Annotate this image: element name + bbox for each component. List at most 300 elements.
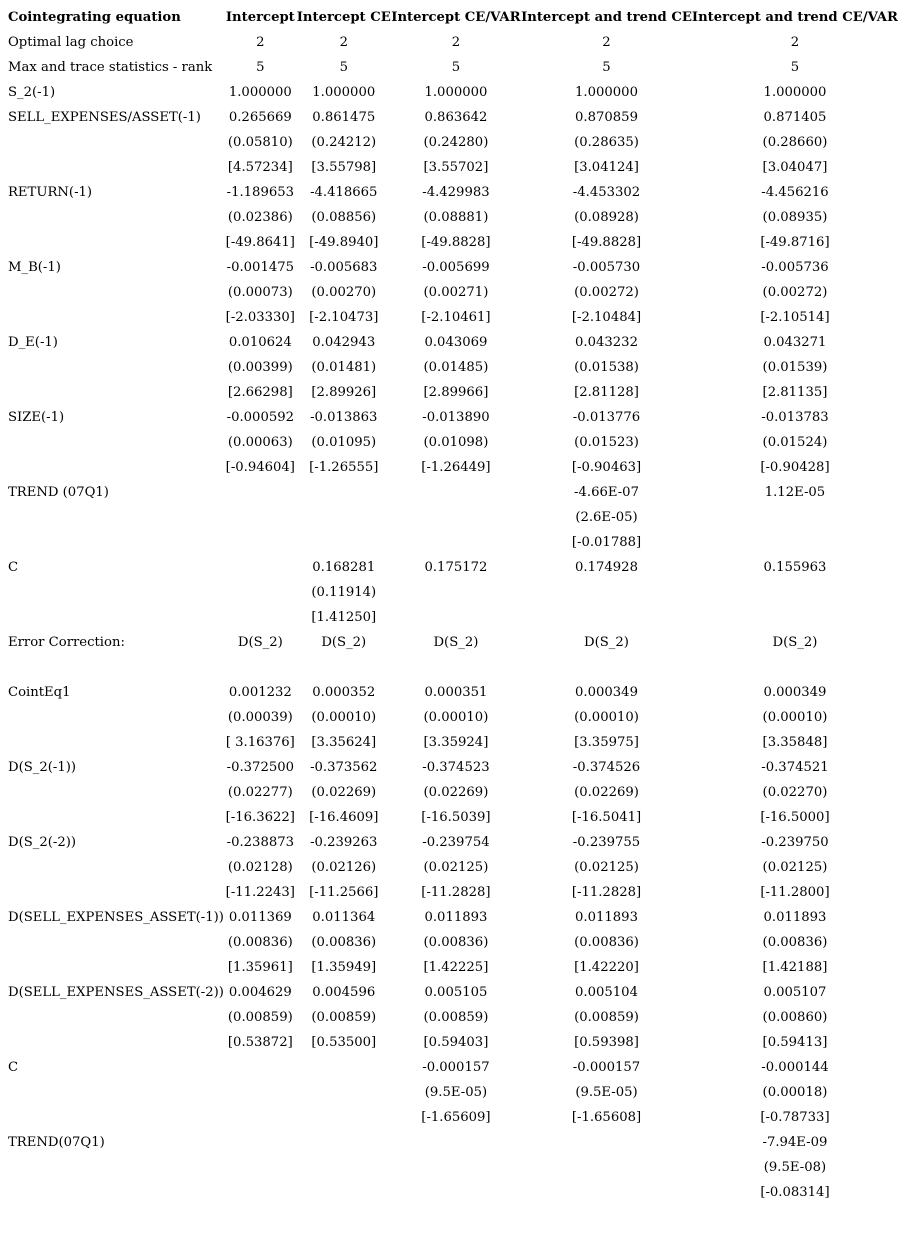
- intercept-ce-var-cell: -0.013890: [422, 410, 490, 425]
- table-row: [3, 955, 898, 980]
- intercept-ce-cell: [1.35949]: [311, 960, 377, 975]
- intercept-ce-cell: (0.02126): [311, 860, 377, 875]
- row-label: M_B(-1): [8, 260, 61, 275]
- intercept-trend-ce-cell: (0.02125): [574, 860, 639, 875]
- intercept-ce-cell: (0.08856): [311, 210, 377, 225]
- table-row: [3, 1130, 898, 1155]
- intercept-ce-var-cell: [391, 1130, 521, 1155]
- intercept-cell: [224, 605, 297, 630]
- intercept-trend-ce-cell: [3.04124]: [574, 160, 639, 175]
- table-row: [3, 1180, 898, 1205]
- intercept-trend-ce-cell: [3.35975]: [574, 735, 639, 750]
- intercept-ce-cell: (0.11914): [311, 585, 377, 600]
- table-row: [3, 855, 898, 880]
- intercept-trend-ce-var-cell: [-0.08314]: [760, 1185, 830, 1200]
- intercept-trend-ce-cell: [521, 580, 692, 605]
- intercept-ce-var-cell: (0.00271): [423, 285, 489, 300]
- intercept-trend-ce-var-cell: 0.011893: [763, 910, 827, 925]
- intercept-trend-ce-var-cell: (0.00860): [762, 1010, 828, 1025]
- row-label: RETURN(-1): [8, 185, 93, 200]
- intercept-cell: -0.001475: [226, 260, 295, 275]
- intercept-trend-ce-var-cell: (0.00010): [762, 710, 828, 725]
- row-label: D(SELL_EXPENSES_ASSET(-2)): [8, 985, 224, 1000]
- table-row: [3, 1155, 898, 1180]
- intercept-ce-var-cell: -0.000157: [422, 1060, 490, 1075]
- intercept-ce-cell: (0.00270): [311, 285, 377, 300]
- intercept-trend-ce-var-cell: -0.005736: [761, 260, 829, 275]
- table-row: [3, 880, 898, 905]
- intercept-ce-var-cell: 0.863642: [424, 110, 488, 125]
- intercept-trend-ce-var-cell: -0.239750: [761, 835, 829, 850]
- intercept-trend-ce-var-cell: (0.08935): [762, 210, 828, 225]
- intercept-ce-cell: [3.35624]: [311, 735, 377, 750]
- intercept-ce-var-cell: [-11.2828]: [421, 885, 491, 900]
- intercept-trend-ce-cell: [521, 605, 692, 630]
- intercept-ce-var-cell: (0.00836): [423, 935, 489, 950]
- intercept-trend-ce-var-cell: [3.35848]: [762, 735, 828, 750]
- intercept-trend-ce-var-cell: 0.871405: [763, 110, 827, 125]
- intercept-ce-var-cell: [391, 505, 521, 530]
- table-row: [3, 605, 898, 630]
- header-intercept-ce-var: Intercept CE/VAR: [391, 10, 521, 25]
- intercept-ce-var-cell: 1.000000: [424, 85, 488, 100]
- intercept-cell: 0.004629: [228, 985, 292, 1000]
- intercept-ce-cell: [3.55798]: [311, 160, 377, 175]
- intercept-trend-ce-cell: [-0.01788]: [571, 535, 642, 550]
- intercept-cell: 1.000000: [228, 85, 292, 100]
- intercept-trend-ce-var-cell: (0.02270): [762, 785, 828, 800]
- intercept-trend-ce-cell: -0.374526: [572, 760, 641, 775]
- intercept-ce-var-cell: [3.55702]: [423, 160, 489, 175]
- intercept-cell: [224, 1055, 297, 1080]
- intercept-cell: 0.011369: [228, 910, 292, 925]
- intercept-cell: [224, 655, 297, 680]
- intercept-trend-ce-var-cell: [692, 580, 898, 605]
- intercept-ce-var-cell: D(S_2): [433, 635, 479, 650]
- intercept-trend-ce-cell: [2.81128]: [574, 385, 639, 400]
- intercept-ce-cell: [1.41250]: [311, 610, 377, 625]
- row-label: [3, 1005, 224, 1030]
- intercept-trend-ce-cell: -0.000157: [572, 1060, 641, 1075]
- table-row: [3, 380, 898, 405]
- row-label: TREND(07Q1): [8, 1135, 105, 1150]
- intercept-ce-var-cell: 5: [451, 60, 461, 75]
- intercept-trend-ce-var-cell: -7.94E-09: [762, 1135, 828, 1150]
- table-row: [3, 180, 898, 205]
- intercept-ce-var-cell: [-1.65609]: [421, 1110, 491, 1125]
- row-label: [3, 1080, 224, 1105]
- results-table: [3, 5, 898, 1205]
- row-label: C: [8, 560, 19, 575]
- intercept-ce-var-cell: 0.043069: [424, 335, 488, 350]
- header-intercept-trend-ce: Intercept and trend CE: [521, 10, 692, 25]
- row-label: [3, 430, 224, 455]
- row-label: TREND (07Q1): [8, 485, 109, 500]
- intercept-ce-var-cell: (0.24280): [423, 135, 489, 150]
- table-row: [3, 405, 898, 430]
- header-row: [3, 5, 898, 30]
- row-label: [3, 1180, 224, 1205]
- intercept-cell: [224, 530, 297, 555]
- table-row: [3, 455, 898, 480]
- row-label: [3, 380, 224, 405]
- table-row: [3, 1105, 898, 1130]
- intercept-trend-ce-cell: 0.011893: [575, 910, 638, 925]
- table-row: [3, 755, 898, 780]
- row-label: D_E(-1): [8, 335, 58, 350]
- intercept-trend-ce-cell: 5: [602, 60, 611, 75]
- row-label: Max and trace statistics - rank: [8, 60, 213, 75]
- intercept-ce-cell: (0.01095): [311, 435, 377, 450]
- intercept-cell: (0.00859): [227, 1010, 293, 1025]
- intercept-ce-var-cell: [-49.8828]: [421, 235, 491, 250]
- intercept-ce-var-cell: -4.429983: [422, 185, 490, 200]
- table-row: [3, 1005, 898, 1030]
- intercept-ce-var-cell: (0.08881): [423, 210, 489, 225]
- intercept-ce-var-cell: [-2.10461]: [421, 310, 491, 325]
- intercept-trend-ce-var-cell: (0.01524): [762, 435, 828, 450]
- intercept-trend-ce-cell: [521, 1155, 692, 1180]
- intercept-cell: [224, 1130, 297, 1155]
- intercept-cell: [1.35961]: [227, 960, 293, 975]
- intercept-cell: [224, 1180, 297, 1205]
- intercept-ce-var-cell: [-1.26449]: [421, 460, 491, 475]
- intercept-trend-ce-var-cell: 0.155963: [763, 560, 827, 575]
- intercept-cell: [ 3.16376]: [225, 735, 295, 750]
- row-label: [3, 130, 224, 155]
- intercept-trend-ce-cell: (0.01538): [574, 360, 639, 375]
- row-label: [3, 955, 224, 980]
- intercept-trend-ce-var-cell: [-2.10514]: [760, 310, 830, 325]
- table-row: [3, 980, 898, 1005]
- table-row: [3, 430, 898, 455]
- table-row: [3, 705, 898, 730]
- intercept-ce-var-cell: 0.175172: [424, 560, 488, 575]
- intercept-trend-ce-cell: [1.42220]: [574, 960, 639, 975]
- row-label: [3, 305, 224, 330]
- intercept-ce-cell: 0.861475: [312, 110, 376, 125]
- intercept-trend-ce-var-cell: [-0.90428]: [760, 460, 830, 475]
- intercept-cell: (0.00836): [227, 935, 293, 950]
- row-label: [3, 1155, 224, 1180]
- intercept-trend-ce-var-cell: (9.5E-08): [763, 1160, 827, 1175]
- intercept-ce-var-cell: [3.35924]: [423, 735, 489, 750]
- intercept-cell: [224, 1080, 297, 1105]
- intercept-cell: D(S_2): [237, 635, 283, 650]
- row-label: D(S_2(-2)): [8, 835, 77, 850]
- intercept-ce-cell: [2.89926]: [311, 385, 377, 400]
- intercept-ce-var-cell: [391, 480, 521, 505]
- intercept-ce-cell: 0.000352: [312, 685, 376, 700]
- intercept-ce-var-cell: -0.374523: [422, 760, 490, 775]
- intercept-trend-ce-var-cell: [3.04047]: [762, 160, 828, 175]
- intercept-ce-var-cell: 0.005105: [424, 985, 488, 1000]
- intercept-ce-cell: -0.005683: [310, 260, 378, 275]
- intercept-ce-cell: 2: [339, 35, 348, 50]
- table-row: [3, 355, 898, 380]
- intercept-trend-ce-cell: [-16.5041]: [571, 810, 642, 825]
- row-label: [3, 280, 224, 305]
- intercept-trend-ce-var-cell: (0.00272): [762, 285, 828, 300]
- intercept-trend-ce-cell: [0.59398]: [574, 1035, 639, 1050]
- intercept-ce-var-cell: (0.01485): [423, 360, 489, 375]
- table-body: [3, 30, 898, 1205]
- intercept-ce-cell: (0.02269): [311, 785, 377, 800]
- intercept-cell: (0.02386): [227, 210, 293, 225]
- row-label: C: [8, 1060, 19, 1075]
- intercept-trend-ce-cell: (0.00272): [574, 285, 639, 300]
- intercept-cell: [224, 1105, 297, 1130]
- intercept-cell: (0.00399): [227, 360, 293, 375]
- table-row: [3, 730, 898, 755]
- intercept-trend-ce-var-cell: 2: [790, 35, 800, 50]
- intercept-cell: 2: [256, 35, 265, 50]
- intercept-ce-cell: [-1.26555]: [309, 460, 379, 475]
- intercept-trend-ce-cell: (0.28635): [574, 135, 639, 150]
- intercept-trend-ce-cell: -4.66E-07: [574, 485, 639, 500]
- intercept-cell: -0.372500: [226, 760, 295, 775]
- intercept-trend-ce-cell: -0.239755: [572, 835, 641, 850]
- row-label: [3, 605, 224, 630]
- table-row: [3, 480, 898, 505]
- table-row: [3, 205, 898, 230]
- intercept-cell: [-2.03330]: [225, 310, 295, 325]
- intercept-ce-var-cell: [-16.5039]: [421, 810, 491, 825]
- row-label: [3, 230, 224, 255]
- intercept-ce-var-cell: 2: [451, 35, 461, 50]
- row-label: Optimal lag choice: [8, 35, 134, 50]
- intercept-trend-ce-cell: [-49.8828]: [571, 235, 642, 250]
- row-label: D(S_2(-1)): [8, 760, 77, 775]
- row-label: [3, 930, 224, 955]
- table-row: [3, 1030, 898, 1055]
- intercept-cell: [2.66298]: [227, 385, 293, 400]
- row-label: S_2(-1): [8, 85, 56, 100]
- intercept-ce-var-cell: [391, 1155, 521, 1180]
- intercept-ce-cell: [297, 530, 391, 555]
- intercept-trend-ce-cell: -0.013776: [572, 410, 641, 425]
- table-row: [3, 1055, 898, 1080]
- intercept-cell: -1.189653: [226, 185, 295, 200]
- intercept-ce-var-cell: (0.02125): [423, 860, 489, 875]
- intercept-trend-ce-var-cell: [-49.8716]: [760, 235, 830, 250]
- table-row: [3, 580, 898, 605]
- intercept-trend-ce-cell: -4.453302: [572, 185, 641, 200]
- table-row: [3, 1080, 898, 1105]
- table-row: [3, 505, 898, 530]
- intercept-trend-ce-cell: [-0.90463]: [571, 460, 642, 475]
- intercept-ce-cell: (0.00859): [311, 1010, 377, 1025]
- intercept-ce-cell: [297, 1080, 391, 1105]
- row-label: D(SELL_EXPENSES_ASSET(-1)): [8, 910, 224, 925]
- table-row: [3, 30, 898, 55]
- intercept-trend-ce-cell: 0.005104: [575, 985, 638, 1000]
- intercept-trend-ce-var-cell: (0.00018): [762, 1085, 828, 1100]
- row-label: CointEq1: [8, 685, 71, 700]
- table-row: [3, 905, 898, 930]
- intercept-trend-ce-cell: (0.02269): [574, 785, 639, 800]
- intercept-ce-cell: [297, 655, 391, 680]
- intercept-ce-cell: [297, 480, 391, 505]
- intercept-cell: 0.010624: [228, 335, 292, 350]
- intercept-cell: 0.001232: [228, 685, 292, 700]
- intercept-ce-cell: 0.168281: [312, 560, 376, 575]
- intercept-ce-cell: D(S_2): [321, 635, 367, 650]
- table-row: [3, 130, 898, 155]
- intercept-ce-var-cell: [391, 580, 521, 605]
- row-label: [3, 1105, 224, 1130]
- intercept-trend-ce-var-cell: [692, 505, 898, 530]
- table-row: [3, 105, 898, 130]
- intercept-ce-var-cell: (0.01098): [423, 435, 489, 450]
- intercept-ce-var-cell: [1.42225]: [423, 960, 489, 975]
- header-intercept: Intercept: [225, 10, 295, 25]
- intercept-trend-ce-var-cell: (0.02125): [762, 860, 828, 875]
- intercept-trend-ce-cell: (0.00010): [574, 710, 639, 725]
- row-label: [3, 880, 224, 905]
- intercept-ce-cell: 0.011364: [312, 910, 376, 925]
- row-label: [3, 580, 224, 605]
- intercept-ce-cell: (0.00836): [311, 935, 377, 950]
- row-label: [3, 805, 224, 830]
- intercept-trend-ce-cell: [521, 1130, 692, 1155]
- intercept-trend-ce-var-cell: [-16.5000]: [760, 810, 830, 825]
- intercept-trend-ce-var-cell: 1.12E-05: [764, 485, 826, 500]
- row-label: SELL_EXPENSES/ASSET(-1): [8, 110, 201, 125]
- intercept-trend-ce-var-cell: (0.28660): [762, 135, 828, 150]
- row-label: [3, 355, 224, 380]
- intercept-cell: -0.238873: [226, 835, 295, 850]
- intercept-ce-cell: (0.00010): [311, 710, 377, 725]
- table-row: [3, 305, 898, 330]
- intercept-ce-cell: [297, 505, 391, 530]
- intercept-ce-cell: 0.004596: [312, 985, 376, 1000]
- intercept-ce-cell: [-2.10473]: [309, 310, 379, 325]
- intercept-cell: (0.05810): [227, 135, 293, 150]
- table-row: [3, 255, 898, 280]
- table-row: [3, 630, 898, 655]
- row-label: [3, 1030, 224, 1055]
- intercept-trend-ce-cell: (0.00859): [574, 1010, 639, 1025]
- intercept-ce-cell: [297, 1155, 391, 1180]
- intercept-ce-var-cell: [2.89966]: [423, 385, 489, 400]
- intercept-trend-ce-cell: [-2.10484]: [571, 310, 642, 325]
- table-row: [3, 555, 898, 580]
- intercept-trend-ce-var-cell: (0.01539): [762, 360, 828, 375]
- intercept-trend-ce-var-cell: 5: [790, 60, 800, 75]
- row-label: [3, 205, 224, 230]
- intercept-trend-ce-var-cell: [692, 530, 898, 555]
- intercept-ce-var-cell: [0.59403]: [423, 1035, 489, 1050]
- intercept-ce-cell: -0.239263: [310, 835, 378, 850]
- intercept-ce-cell: 0.042943: [312, 335, 376, 350]
- intercept-trend-ce-cell: 0.043232: [575, 335, 638, 350]
- intercept-cell: [-0.94604]: [225, 460, 295, 475]
- intercept-trend-ce-cell: [-11.2828]: [571, 885, 642, 900]
- intercept-cell: [224, 1155, 297, 1180]
- intercept-trend-ce-cell: [521, 1180, 692, 1205]
- intercept-ce-var-cell: (0.00859): [423, 1010, 489, 1025]
- table-row: [3, 80, 898, 105]
- table-row: [3, 780, 898, 805]
- intercept-trend-ce-cell: 1.000000: [575, 85, 638, 100]
- row-label: Error Correction:: [8, 635, 125, 650]
- intercept-trend-ce-cell: 0.174928: [575, 560, 638, 575]
- intercept-cell: [-49.8641]: [225, 235, 295, 250]
- intercept-trend-ce-var-cell: -0.013783: [761, 410, 829, 425]
- intercept-ce-cell: -4.418665: [310, 185, 378, 200]
- intercept-ce-var-cell: [391, 655, 521, 680]
- intercept-trend-ce-cell: [-1.65608]: [571, 1110, 642, 1125]
- intercept-trend-ce-cell: 0.870859: [575, 110, 638, 125]
- intercept-ce-var-cell: [391, 1180, 521, 1205]
- table-row: [3, 680, 898, 705]
- intercept-ce-cell: [0.53500]: [311, 1035, 377, 1050]
- intercept-ce-var-cell: (9.5E-05): [424, 1085, 488, 1100]
- table-row: [3, 805, 898, 830]
- intercept-trend-ce-var-cell: [1.42188]: [762, 960, 828, 975]
- intercept-ce-cell: [297, 1130, 391, 1155]
- table-row: [3, 930, 898, 955]
- intercept-trend-ce-var-cell: -4.456216: [761, 185, 829, 200]
- intercept-ce-var-cell: [391, 530, 521, 555]
- table-row: [3, 655, 898, 680]
- intercept-ce-var-cell: 0.011893: [424, 910, 488, 925]
- intercept-cell: [-16.3622]: [225, 810, 295, 825]
- intercept-trend-ce-var-cell: [692, 655, 898, 680]
- intercept-cell: (0.00039): [227, 710, 293, 725]
- intercept-cell: [224, 555, 297, 580]
- intercept-cell: [224, 505, 297, 530]
- table-row: [3, 280, 898, 305]
- intercept-trend-ce-var-cell: [692, 605, 898, 630]
- intercept-ce-cell: 1.000000: [312, 85, 376, 100]
- row-label: [3, 705, 224, 730]
- intercept-ce-var-cell: (0.00010): [423, 710, 489, 725]
- intercept-ce-cell: [297, 1055, 391, 1080]
- intercept-ce-cell: -0.013863: [310, 410, 378, 425]
- row-label: [3, 730, 224, 755]
- intercept-trend-ce-cell: (0.08928): [574, 210, 639, 225]
- intercept-trend-ce-cell: D(S_2): [584, 635, 629, 650]
- intercept-cell: [0.53872]: [227, 1035, 293, 1050]
- intercept-cell: (0.00073): [227, 285, 293, 300]
- row-label: [3, 155, 224, 180]
- intercept-cell: -0.000592: [226, 410, 295, 425]
- intercept-cell: (0.02128): [227, 860, 293, 875]
- intercept-cell: [224, 580, 297, 605]
- intercept-ce-cell: (0.24212): [311, 135, 377, 150]
- intercept-cell: [224, 480, 297, 505]
- row-label: [3, 855, 224, 880]
- intercept-ce-cell: [-16.4609]: [309, 810, 379, 825]
- intercept-trend-ce-var-cell: [-0.78733]: [760, 1110, 830, 1125]
- row-label: [3, 655, 224, 680]
- table-row: [3, 830, 898, 855]
- header-intercept-ce: Intercept CE: [296, 10, 391, 25]
- row-label: [3, 780, 224, 805]
- intercept-ce-var-cell: (0.02269): [423, 785, 489, 800]
- intercept-cell: (0.02277): [227, 785, 293, 800]
- header-intercept-trend-ce-var: Intercept and trend CE/VAR: [691, 10, 898, 25]
- intercept-ce-cell: -0.373562: [310, 760, 378, 775]
- intercept-cell: [-11.2243]: [225, 885, 295, 900]
- intercept-ce-var-cell: -0.005699: [422, 260, 490, 275]
- intercept-trend-ce-cell: (2.6E-05): [575, 510, 638, 525]
- table-row: [3, 530, 898, 555]
- intercept-trend-ce-cell: (0.00836): [574, 935, 639, 950]
- intercept-trend-ce-cell: 2: [602, 35, 611, 50]
